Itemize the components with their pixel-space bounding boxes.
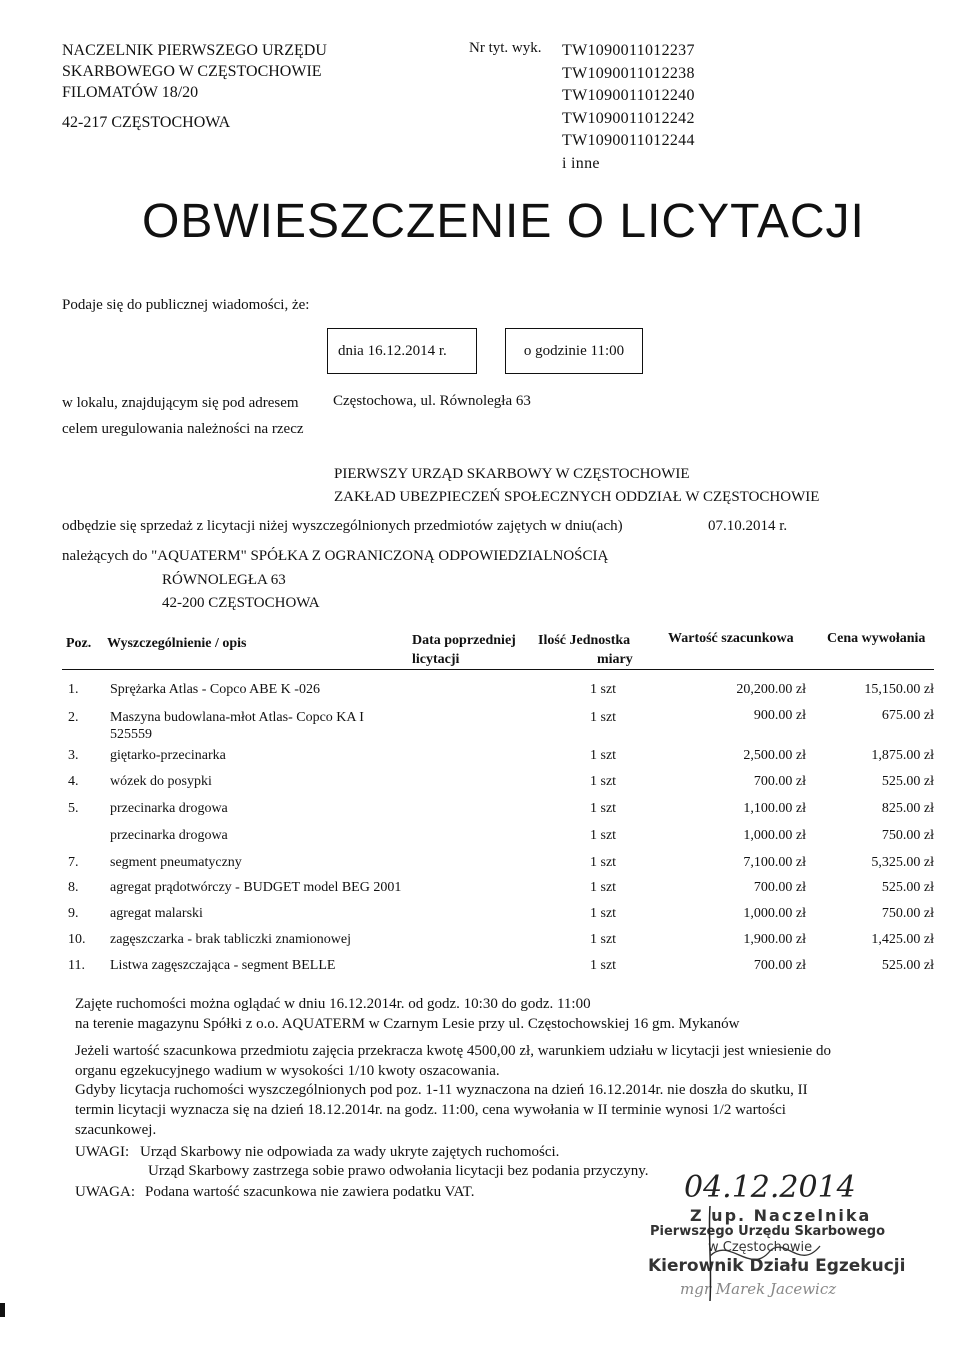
row-value: 20,200.00 zł (736, 682, 806, 697)
row-description: zagęszczarka - brak tabliczki znamionowej (110, 932, 351, 947)
row-description: Sprężarka Atlas - Copco ABE K -026 (110, 682, 320, 697)
table-row (62, 828, 934, 852)
case-number: TW1090011012242 (562, 109, 695, 127)
case-number-label: Nr tyt. wyk. (469, 40, 542, 56)
case-number-list (562, 40, 695, 175)
row-description: przecinarka drogowa (110, 801, 228, 816)
col-header-date-2: licytacji (412, 652, 460, 667)
row-price: 825.00 zł (881, 801, 934, 816)
stamp-line: w Częstochowie (708, 1240, 813, 1255)
handwritten-date: 04.12.2014 (684, 1170, 856, 1205)
row-quantity: 1 szt (590, 801, 617, 816)
table-row (62, 801, 934, 825)
uwaga-label: UWAGA: (75, 1184, 135, 1200)
row-price: 15,150.00 zł (864, 682, 934, 697)
creditor-line: ZAKŁAD UBEZPIECZEŃ SPOŁECZNYCH ODDZIAŁ W CZĘSTOCHOWIE (334, 489, 820, 505)
auction-date: dnia 16.12.2014 r. (338, 342, 447, 359)
date-box (327, 328, 477, 374)
sale-text: odbędzie się sprzedaż z licytacji niżej wyszczególnionych przedmiotów zajętych w dniu(ach) (62, 518, 623, 534)
col-header-desc: Wyszczególnienie / opis (107, 636, 247, 651)
owner-street: RÓWNOLEGŁA 63 (162, 572, 286, 588)
row-quantity: 1 szt (590, 828, 617, 843)
row-price: 525.00 zł (881, 880, 934, 895)
row-number: 1. (68, 682, 79, 697)
stamp-line: Pierwszego Urzędu Skarbowego (650, 1224, 886, 1239)
row-value: 1,100.00 zł (743, 801, 806, 816)
row-value: 2,500.00 zł (743, 748, 806, 763)
owner-city: 42-200 CZĘSTOCHOWA (162, 595, 320, 611)
viewing-note: Zajęte ruchomości można oglądać w dniu 16.12.2014r. od godz. 10:30 do godz. 11:00 (75, 996, 591, 1012)
row-number: 4. (68, 774, 79, 789)
uwaga-text: Podana wartość szacunkowa nie zawiera podatku VAT. (145, 1184, 475, 1200)
row-quantity: 1 szt (590, 710, 617, 725)
row-description-2: 525559 (110, 727, 152, 742)
col-header-price: Cena wywołania (827, 631, 926, 646)
office-address (62, 40, 327, 133)
office-line: FILOMATÓW 18/20 (62, 84, 199, 101)
uwagi-text: Urząd Skarbowy nie odpowiada za wady ukryte zajętych ruchomości. (140, 1144, 560, 1160)
row-quantity: 1 szt (590, 932, 617, 947)
sale-date: 07.10.2014 r. (708, 518, 788, 534)
location-value: Częstochowa, ul. Równoległa 63 (333, 393, 531, 409)
document-title: OBWIESZCZENIE O LICYTACJI (142, 195, 865, 248)
row-description: przecinarka drogowa (110, 828, 228, 843)
table-row (62, 880, 934, 904)
row-value: 900.00 zł (753, 708, 806, 723)
row-price: 525.00 zł (881, 774, 934, 789)
row-value: 700.00 zł (753, 880, 806, 895)
case-number: TW1090011012244 (562, 132, 695, 149)
col-header-date: Data poprzedniej (412, 633, 516, 648)
table-row (62, 708, 934, 744)
office-line: NACZELNIK PIERWSZEGO URZĘDU (62, 42, 327, 59)
table-header-rule (62, 669, 934, 670)
time-box (505, 328, 643, 374)
table-row (62, 906, 934, 930)
row-number: 11. (68, 958, 85, 973)
col-header-value: Wartość szacunkowa (668, 631, 794, 646)
row-number: 3. (68, 748, 79, 763)
row-price: 750.00 zł (881, 906, 934, 921)
row-description: agregat malarski (110, 906, 203, 921)
creditor-label: celem uregulowania należności na rzecz (62, 421, 304, 437)
table-row (62, 774, 934, 798)
auction-time: o godzinie 11:00 (523, 342, 625, 359)
table-row (62, 748, 934, 772)
deposit-note-2: organu egzekucyjnego wadium w wysokości 1/10 kwoty oszacowania. (75, 1063, 500, 1079)
row-value: 700.00 zł (753, 774, 806, 789)
row-number: 10. (68, 932, 86, 947)
row-price: 675.00 zł (881, 708, 934, 723)
table-row (62, 932, 934, 956)
second-term-note: Gdyby licytacja ruchomości wyszczególnionych pod poz. 1-11 wyznaczona na dzień 16.12.2014r. nie doszła do skutku, II (75, 1082, 808, 1098)
row-quantity: 1 szt (590, 682, 617, 697)
row-description: segment pneumatyczny (110, 855, 242, 870)
row-number: 5. (68, 801, 79, 816)
row-quantity: 1 szt (590, 906, 617, 921)
table-row (62, 855, 934, 879)
second-term-note-3: szacunkowej. (75, 1122, 157, 1138)
scan-mark (0, 1303, 5, 1317)
stamp-line: Z up. Naczelnika (690, 1206, 872, 1225)
row-quantity: 1 szt (590, 855, 617, 870)
row-description: giętarko-przecinarka (110, 748, 226, 763)
row-number: 8. (68, 880, 79, 895)
row-quantity: 1 szt (590, 958, 617, 973)
case-number-more: i inne (562, 154, 600, 172)
row-value: 700.00 zł (753, 958, 806, 973)
row-quantity: 1 szt (590, 774, 617, 789)
row-price: 750.00 zł (881, 828, 934, 843)
deposit-note: Jeżeli wartość szacunkowa przedmiotu zajęcia przekracza kwotę 4500,00 zł, warunkiem udziału w licytacji jest wniesienie do (75, 1043, 831, 1059)
col-header-unit: miary (597, 652, 633, 667)
row-description: wózek do posypki (110, 774, 212, 789)
table-row (62, 958, 934, 982)
stamp-line: mgr Marek Jacewicz (680, 1280, 837, 1298)
uwagi-label: UWAGI: (75, 1144, 130, 1160)
stamp-line: Kierownik Działu Egzekucji (648, 1256, 906, 1276)
case-number: TW1090011012240 (562, 87, 695, 104)
row-price: 1,425.00 zł (871, 932, 934, 947)
case-number: TW1090011012238 (562, 64, 695, 82)
row-price: 1,875.00 zł (871, 748, 934, 763)
row-number: 7. (68, 855, 79, 870)
office-line: SKARBOWEGO W CZĘSTOCHOWIE (62, 63, 322, 80)
row-number: 2. (68, 710, 79, 725)
viewing-location: na terenie magazynu Spółki z o.o. AQUATERM w Czarnym Lesie przy ul. Częstochowskiej 16 gm. Mykanów (75, 1016, 740, 1032)
uwagi-text-2: Urząd Skarbowy zastrzega sobie prawo odwołania licytacji bez podania przyczyny. (148, 1163, 649, 1179)
creditor-line: PIERWSZY URZĄD SKARBOWY W CZĘSTOCHOWIE (334, 466, 690, 482)
row-price: 525.00 zł (881, 958, 934, 973)
row-value: 1,000.00 zł (743, 828, 806, 843)
second-term-note-2: termin licytacji wyznacza się na dzień 18.12.2014r. na godz. 11:00, cena wywołania w II terminie wynosi 1/2 wartości (75, 1102, 786, 1118)
row-value: 1,900.00 zł (743, 932, 806, 947)
signature-scribble (690, 1196, 850, 1306)
location-label: w lokalu, znajdującym się pod adresem (62, 395, 299, 411)
intro-text: Podaje się do publicznej wiadomości, że: (62, 297, 310, 313)
row-quantity: 1 szt (590, 880, 617, 895)
row-price: 5,325.00 zł (871, 855, 934, 870)
table-row (62, 682, 934, 706)
col-header-poz: Poz. (66, 636, 92, 651)
row-description: agregat prądotwórczy - BUDGET model BEG 2001 (110, 880, 402, 895)
case-number: TW1090011012237 (562, 42, 695, 59)
row-value: 7,100.00 zł (743, 855, 806, 870)
row-number: 9. (68, 906, 79, 921)
owner-name: należących do "AQUATERM" SPÓŁKA Z OGRANICZONĄ ODPOWIEDZIALNOŚCIĄ (62, 548, 609, 564)
col-header-qty: Ilość Jednostka (538, 633, 631, 648)
row-description: Listwa zagęszczająca - segment BELLE (110, 958, 336, 973)
row-value: 1,000.00 zł (743, 906, 806, 921)
row-quantity: 1 szt (590, 748, 617, 763)
row-description: Maszyna budowlana-młot Atlas- Copco KA I (110, 710, 364, 725)
office-postal: 42-217 CZĘSTOCHOWA (62, 114, 231, 131)
